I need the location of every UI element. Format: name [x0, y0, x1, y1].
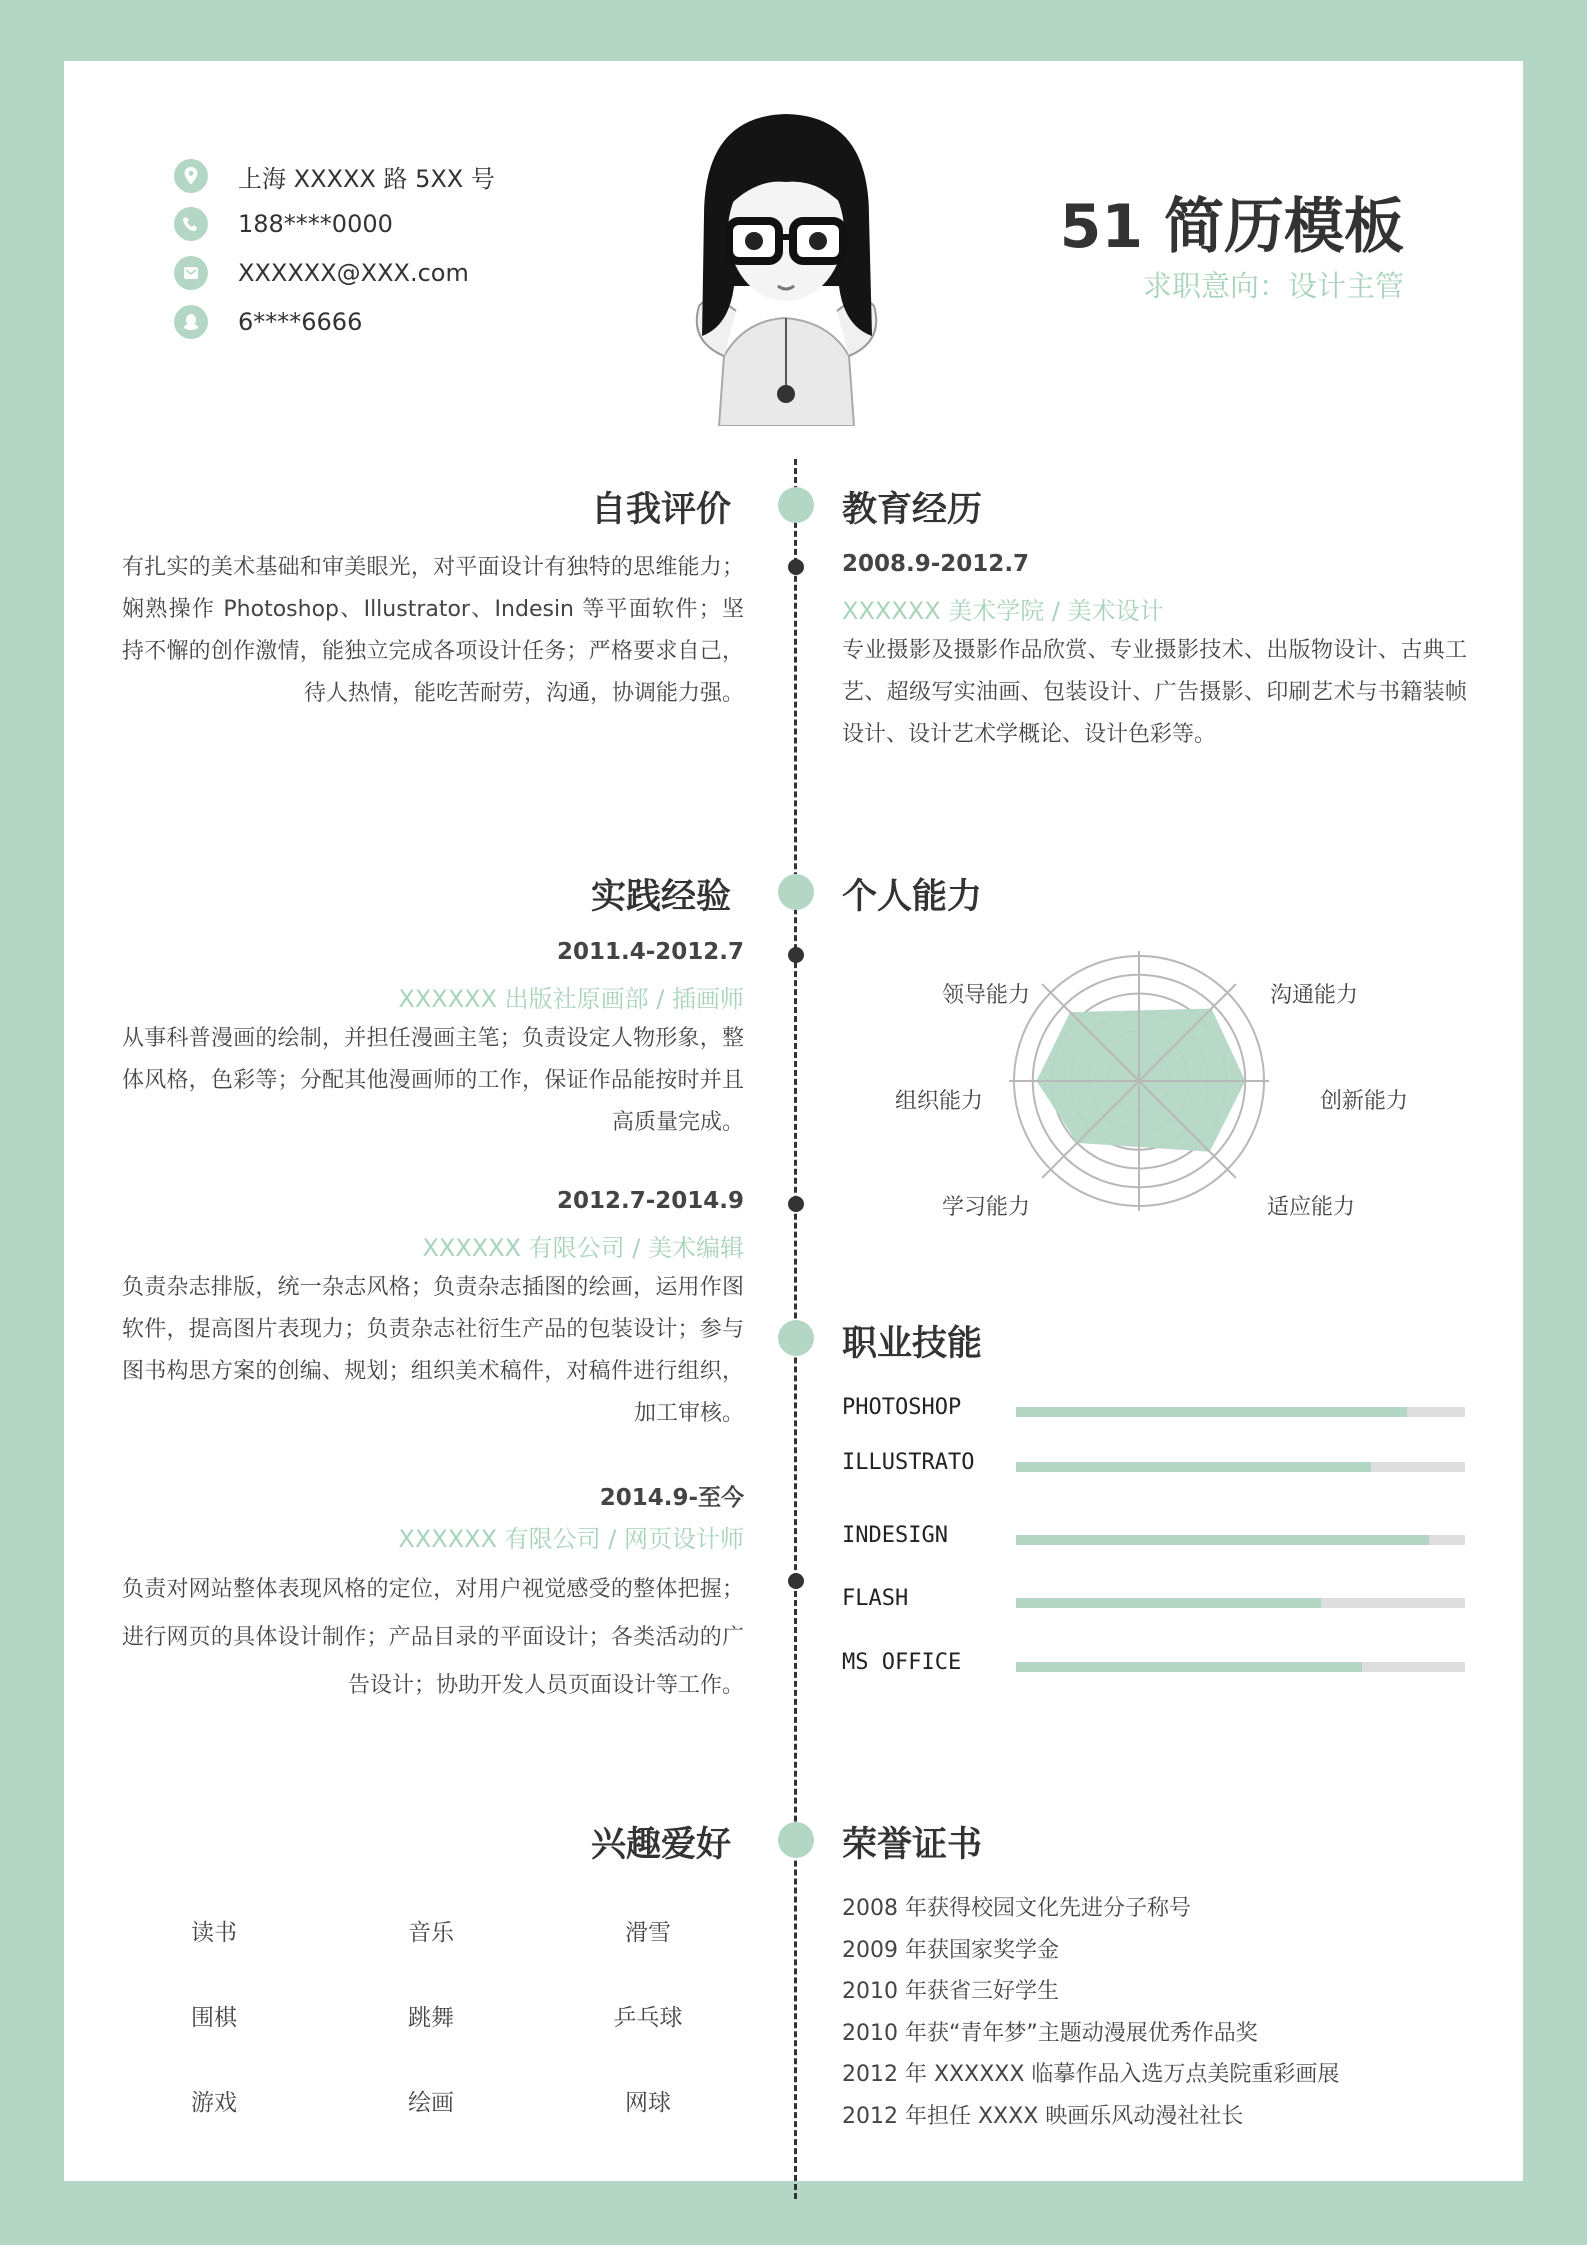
honor-item: 2010 年获“青年梦”主题动漫展优秀作品奖: [842, 2020, 1258, 2046]
practice-org: XXXXXX 有限公司 / 网页设计师: [398, 1525, 744, 1553]
contact-email-row: [174, 255, 469, 291]
practice-text: 从事科普漫画的绘制，并担任漫画主笔；负责设定人物形象，整体风格，色彩等；分配其他漫画师的工作，保证作品能按时并且高质量完成。: [122, 1026, 744, 1135]
radar-axes: [1009, 951, 1269, 1211]
hobby-item: 跳舞: [408, 2005, 454, 2031]
radar-label: 创新能力: [1320, 1089, 1409, 1114]
contact-address: 上海 XXXXX 路 5XX 号: [238, 164, 495, 193]
hobby-item: 围棋: [191, 2005, 237, 2031]
practice-text: 负责对网站整体表现风格的定位，对用户视觉感受的整体把握；进行网页的具体设计制作；产品目录的平面设计；各类活动的广告设计；协助开发人员页面设计等工作。: [122, 1577, 744, 1698]
radar-label: 组织能力: [895, 1089, 984, 1114]
skill-label: PHOTOSHOP: [842, 1395, 962, 1420]
section-title-honors: 荣誉证书: [842, 1825, 983, 1865]
self-eval-text: 有扎实的美术基础和审美眼光，对平面设计有独特的思维能力；娴熟操作 Photoshop、Illustrator、Indesin 等平面软件；坚持不懈的创作激情，能独立完成各项设计任务；严格要求自己，待人热情，能吃苦耐劳，沟通，协调能力强。: [122, 555, 744, 706]
skill-bar-fill: [1016, 1535, 1429, 1545]
section-title-practice: 实践经验: [590, 877, 731, 917]
practice-date: 2014.9-至今: [599, 1485, 744, 1511]
practice-org: XXXXXX 有限公司 / 美术编辑: [422, 1234, 744, 1262]
practice-date: 2011.4-2012.7: [556, 939, 744, 965]
skill-bar-fill: [1016, 1662, 1362, 1672]
hobby-item: 读书: [191, 1920, 237, 1946]
section-title-hobbies: 兴趣爱好: [590, 1825, 731, 1865]
timeline-dot: [788, 559, 804, 575]
job-intent: 求职意向：设计主管: [1142, 269, 1404, 303]
radar-label: 学习能力: [942, 1195, 1031, 1220]
honor-item: 2012 年 XXXXXX 临摹作品入选万点美院重彩画展: [842, 2062, 1340, 2087]
qq-icon: [174, 305, 208, 339]
email-icon: [174, 256, 208, 290]
hobby-item: 音乐: [408, 1920, 454, 1946]
avatar: [644, 86, 929, 426]
skill-bar-fill: [1016, 1407, 1407, 1417]
section-dot-skills: [778, 1320, 814, 1356]
practice-date: 2012.7-2014.9: [556, 1188, 744, 1214]
honor-item: 2009 年获国家奖学金: [842, 1937, 1059, 1963]
section-title-self-eval: 自我评价: [590, 490, 731, 530]
section-title-education: 教育经历: [842, 490, 983, 530]
radar-label: 适应能力: [1267, 1195, 1356, 1220]
hobby-item: 绘画: [408, 2090, 454, 2116]
honor-item: 2012 年担任 XXXX 映画乐风动漫社社长: [842, 2103, 1244, 2129]
skill-bar-track: [1016, 1407, 1465, 1417]
practice-org: XXXXXX 出版社原画部 / 插画师: [398, 985, 744, 1013]
practice-text: 负责杂志排版，统一杂志风格；负责杂志插图的绘画，运用作图软件，提高图片表现力；负责杂志社衍生产品的包装设计；参与图书构思方案的创编、规划；组织美术稿件，对稿件进行组织，加工审核。: [122, 1275, 744, 1426]
honor-item: 2008 年获得校园文化先进分子称号: [842, 1896, 1191, 1921]
education-date: 2008.9-2012.7: [842, 551, 1030, 577]
skill-bar-track: [1016, 1662, 1465, 1672]
page-title: 51 简历模板: [1059, 192, 1404, 262]
section-title-skills: 职业技能: [842, 1324, 983, 1364]
skill-label: ILLUSTRATO: [842, 1450, 975, 1475]
contact-qq: 6****6666: [238, 308, 363, 336]
timeline-dot: [788, 1196, 804, 1212]
phone-icon: [174, 207, 208, 241]
skill-bar-fill: [1016, 1462, 1371, 1472]
skill-bar-track: [1016, 1535, 1465, 1545]
hobby-item: 滑雪: [625, 1920, 671, 1946]
honor-item: 2010 年获省三好学生: [842, 1979, 1059, 2004]
section-title-ability: 个人能力: [842, 877, 983, 917]
skill-label: MS OFFICE: [842, 1650, 962, 1675]
contact-address-row: [174, 158, 495, 194]
education-text: 专业摄影及摄影作品欣赏、专业摄影技术、出版物设计、古典工艺、超级写实油画、包装设计、广告摄影、印刷艺术与书籍装帧设计、设计艺术学概论、设计色彩等。: [842, 638, 1467, 747]
radar-label: 领导能力: [942, 983, 1031, 1008]
skill-bar-fill: [1016, 1598, 1321, 1608]
section-dot-self-eval: [778, 487, 814, 523]
timeline-dot: [788, 947, 804, 963]
contact-email: XXXXXX@XXX.com: [238, 259, 469, 287]
education-school: XXXXXX 美术学院 / 美术设计: [842, 597, 1164, 625]
hobby-item: 乒乓球: [613, 2005, 683, 2031]
contact-phone: 188****0000: [238, 210, 393, 238]
radar-label: 沟通能力: [1270, 983, 1359, 1008]
skill-bar-track: [1016, 1598, 1465, 1608]
hobby-item: 游戏: [191, 2090, 237, 2116]
ability-radar-chart: [1009, 951, 1269, 1211]
skill-bar-track: [1016, 1462, 1465, 1472]
skill-label: FLASH: [842, 1586, 909, 1611]
timeline-dot: [788, 1573, 804, 1589]
contact-phone-row: [174, 206, 393, 242]
resume-page: [64, 61, 1523, 2181]
contact-qq-row: [174, 304, 362, 340]
hobby-item: 网球: [625, 2090, 671, 2116]
section-dot-hobbies: [778, 1822, 814, 1858]
section-dot-practice: [778, 874, 814, 910]
skill-label: INDESIGN: [842, 1523, 948, 1548]
location-icon: [174, 159, 208, 193]
